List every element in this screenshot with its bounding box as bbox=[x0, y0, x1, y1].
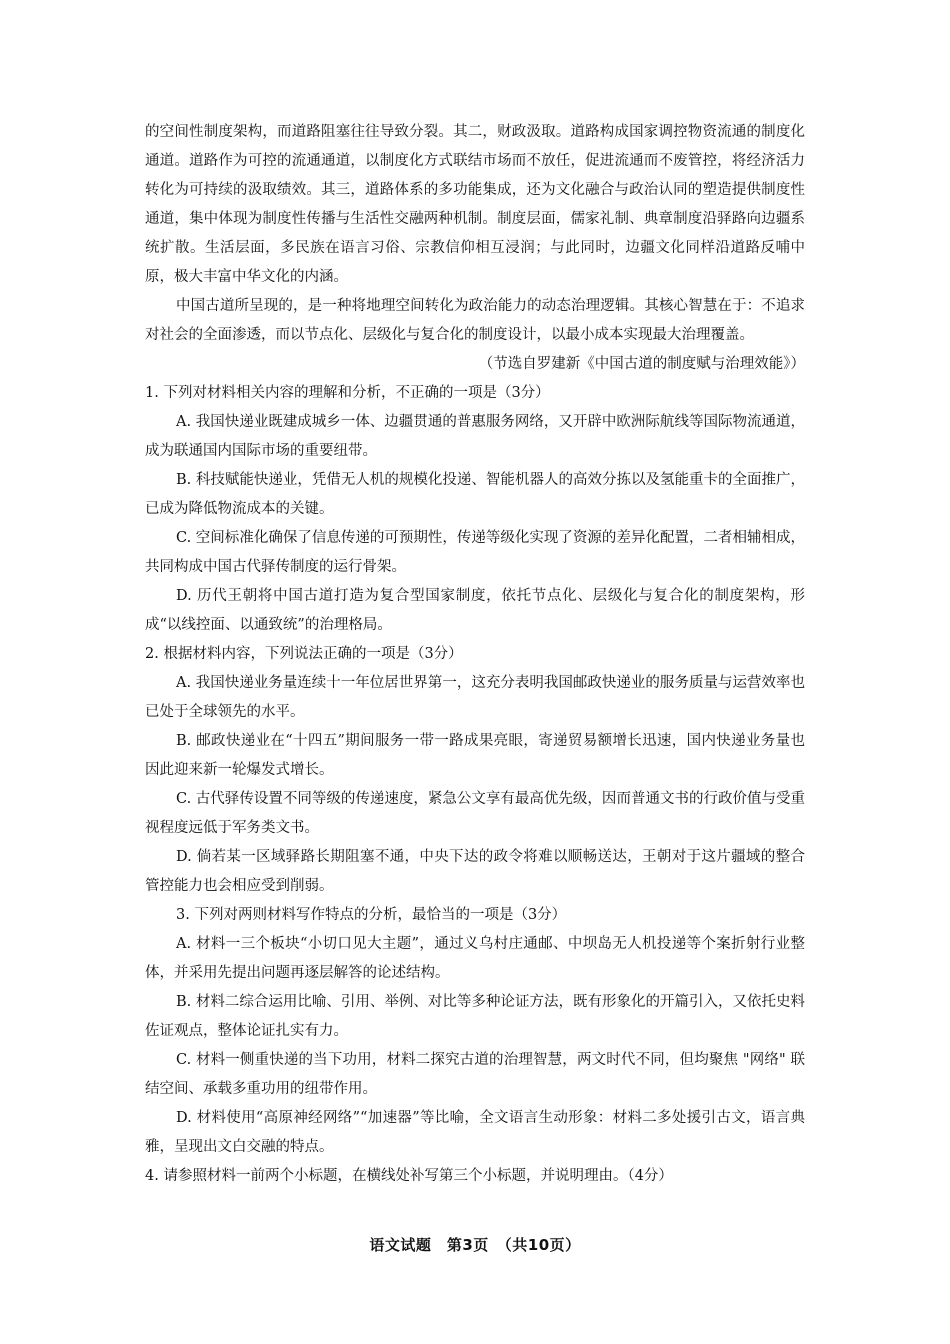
question-stem: 4. 请参照材料一前两个小标题，在横线处补写第三个小标题，并说明理由。（4分） bbox=[145, 1168, 673, 1184]
question-2 bbox=[145, 640, 805, 901]
option-a: A. 我国快递业既建成城乡一体、边疆贯通的普惠服务网络，又开辟中欧洲际航线等国际物流通道，成为联通国内国际市场的重要纽带。 bbox=[145, 414, 805, 459]
page-content bbox=[145, 118, 805, 1191]
page-footer: 语文试题 第3页 （共10页） bbox=[369, 1236, 581, 1254]
option-d: D. 倘若某一区域驿路长期阻塞不通，中央下达的政令将难以顺畅送达，王朝对于这片疆域的整合管控能力也会相应受到削弱。 bbox=[145, 849, 805, 894]
question-3 bbox=[145, 901, 805, 1162]
option-c: C. 材料一侧重快递的当下功用，材料二探究古道的治理智慧，两文时代不同，但均聚焦 "网络" 联结空间、承载多重功用的纽带作用。 bbox=[145, 1052, 805, 1097]
passage-paragraph-2: 中国古道所呈现的，是一种将地理空间转化为政治能力的动态治理逻辑。其核心智慧在于：不追求对社会的全面渗透，而以节点化、层级化与复合化的制度设计，以最小成本实现最大治理覆盖。 bbox=[145, 298, 805, 343]
question-stem: 2. 根据材料内容，下列说法正确的一项是（3分） bbox=[145, 646, 463, 662]
passage-source: （节选自罗建新《中国古道的制度赋与治理效能》） bbox=[478, 356, 805, 372]
option-b: B. 材料二综合运用比喻、引用、举例、对比等多种论证方法，既有形象化的开篇引入，又依托史料佐证观点，整体论证扎实有力。 bbox=[145, 994, 805, 1039]
option-c: C. 空间标准化确保了信息传递的可预期性，传递等级化实现了资源的差异化配置，二者相辅相成，共同构成中国古代驿传制度的运行骨架。 bbox=[145, 530, 805, 575]
option-c: C. 古代驿传设置不同等级的传递速度，紧急公文享有最高优先级，因而普通文书的行政价值与受重视程度远低于军务类文书。 bbox=[145, 791, 805, 836]
question-stem: 3. 下列对两则材料写作特点的分析，最恰当的一项是（3分） bbox=[176, 907, 567, 923]
option-a: A. 我国快递业务量连续十一年位居世界第一，这充分表明我国邮政快递业的服务质量与运营效率也已处于全球领先的水平。 bbox=[145, 675, 805, 720]
option-b: B. 邮政快递业在“十四五”期间服务一带一路成果亮眼，寄递贸易额增长迅速，国内快递业务量也因此迎来新一轮爆发式增长。 bbox=[145, 733, 805, 778]
question-4 bbox=[145, 1162, 805, 1191]
passage-paragraph-1: 的空间性制度架构，而道路阻塞往往导致分裂。其二，财政汲取。道路构成国家调控物资流通的制度化通道。道路作为可控的流通通道，以制度化方式联结市场而不放任，促进流通而不废管控，将经济活力转化为可持续的汲取绩效。其三，道路体系的多功能集成，还为文化融合与政治认同的塑造提供制度性通道，集中体现为制度性传播与生活性交融两种机制。制度层面，儒家礼制、典章制度沿驿路向边疆系统扩散。生活层面，多民族在语言习俗、宗教信仰相互浸润；与此同时，边疆文化同样沿道路反哺中原，极大丰富中华文化的内涵。 bbox=[145, 124, 805, 285]
question-stem: 1. 下列对材料相关内容的理解和分析，不正确的一项是（3分） bbox=[145, 385, 550, 401]
option-d: D. 历代王朝将中国古道打造为复合型国家制度，依托节点化、层级化与复合化的制度架构，形成“以线控面、以通致统”的治理格局。 bbox=[145, 588, 805, 633]
option-d: D. 材料使用“高原神经网络”“加速器”等比喻，全文语言生动形象：材料二多处援引古文，语言典雅，呈现出文白交融的特点。 bbox=[145, 1110, 805, 1155]
option-a: A. 材料一三个板块“小切口见大主题”，通过义乌村庄通邮、中坝岛无人机投递等个案折射行业整体，并采用先提出问题再逐层解答的论述结构。 bbox=[145, 936, 805, 981]
option-b: B. 科技赋能快递业，凭借无人机的规模化投递、智能机器人的高效分拣以及氢能重卡的全面推广，已成为降低物流成本的关键。 bbox=[145, 472, 805, 517]
question-1 bbox=[145, 379, 805, 640]
